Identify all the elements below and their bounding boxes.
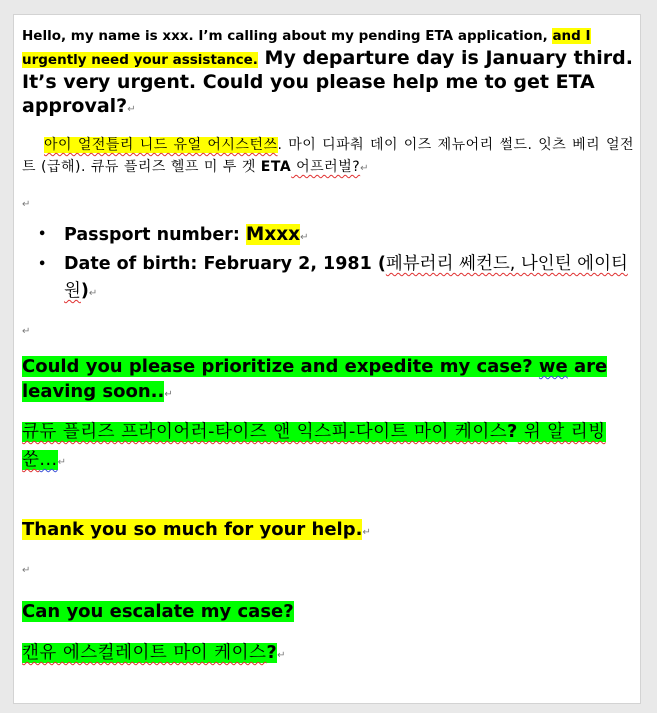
prioritize-korean-text: 큐듀 플리즈 프라이어러-타이즈 앤 익스피-다이트 마이 케이스 xyxy=(22,422,508,442)
passport-value: Mxxx xyxy=(245,224,301,245)
korean-intro-paragraph xyxy=(22,134,634,180)
korean-urgent-highlight: 아이 얼전틀리 니드 유얼 어시스턴쓰 xyxy=(44,137,278,153)
paragraph-mark: ↵ xyxy=(360,163,370,174)
escalate-text: Can you escalate my case? xyxy=(22,601,294,622)
escalate-korean-paragraph xyxy=(22,639,634,670)
document-page xyxy=(13,14,641,704)
document-body[interactable] xyxy=(22,25,634,670)
paragraph-mark: ↵ xyxy=(57,457,67,468)
paragraph-mark: ↵ xyxy=(277,650,286,661)
prioritize-korean-q: ? xyxy=(507,422,518,442)
prioritize-text-2: are leaving soon.. xyxy=(22,356,608,402)
korean-approval: 어프러벌? xyxy=(291,159,361,175)
escalate-korean-highlight xyxy=(22,643,277,663)
departure-text: My departure day is January third. It’s very urgent. Could you please help me to get ETA approval? xyxy=(22,47,633,117)
urgent-highlight: and I urgently need your assistance. xyxy=(22,28,591,68)
prioritize-paragraph xyxy=(22,354,634,407)
prioritize-korean-highlight xyxy=(22,422,606,470)
dob-close: ) xyxy=(80,281,89,301)
paragraph-mark: ↵ xyxy=(22,565,31,576)
paragraph-mark: ↵ xyxy=(22,199,31,210)
paragraph-mark: ↵ xyxy=(362,527,371,538)
passport-label: Passport number: xyxy=(64,225,246,245)
thanks-text: Thank you so much for your help. xyxy=(22,519,363,540)
empty-paragraph xyxy=(22,194,634,215)
prioritize-korean-paragraph xyxy=(22,418,634,477)
info-list xyxy=(22,221,634,307)
escalate-paragraph xyxy=(22,599,634,625)
escalate-korean-text: 캔유 에스컬레이트 마이 케이스 xyxy=(22,643,267,663)
passport-item xyxy=(22,221,634,251)
prioritize-korean-rest: 위 알 리빙 쑨 xyxy=(22,422,606,470)
dob-value: February 2, 1981 ( xyxy=(203,254,386,274)
thanks-paragraph xyxy=(22,517,634,546)
paragraph-mark: ↵ xyxy=(22,326,31,337)
intro-paragraph xyxy=(22,25,634,121)
dob-item xyxy=(22,251,634,307)
prioritize-text xyxy=(22,356,607,402)
intro-text: Hello, my name is xxx. I’m calling about my pending ETA application, xyxy=(22,28,553,44)
dob-korean: 페뷰러리 쎄컨드, 나인틴 에이티 원 xyxy=(64,254,628,301)
dob-label: Date of birth: xyxy=(64,254,204,274)
paragraph-mark: ↵ xyxy=(164,389,173,400)
bullet-icon: • xyxy=(38,227,47,242)
paragraph-mark: ↵ xyxy=(88,288,98,299)
korean-intro-text: . 마이 디파춰 데이 이즈 제뉴어리 썰드. 잇츠 베리 얼전트 (급해). 큐듀 플리즈 헬프 미 투 겟 xyxy=(22,137,634,175)
bullet-icon: • xyxy=(38,257,47,272)
prioritize-text-1: Could you please prioritize and expedite my case? xyxy=(22,356,539,377)
paragraph-mark: ↵ xyxy=(300,232,309,243)
korean-eta: ETA xyxy=(260,159,292,175)
paragraph-mark: ↵ xyxy=(127,104,136,115)
prioritize-korean-dots: ... xyxy=(39,450,58,470)
escalate-korean-q: ? xyxy=(266,643,278,663)
empty-paragraph xyxy=(22,560,634,581)
empty-paragraph xyxy=(22,321,634,342)
prioritize-we: we xyxy=(538,356,568,377)
